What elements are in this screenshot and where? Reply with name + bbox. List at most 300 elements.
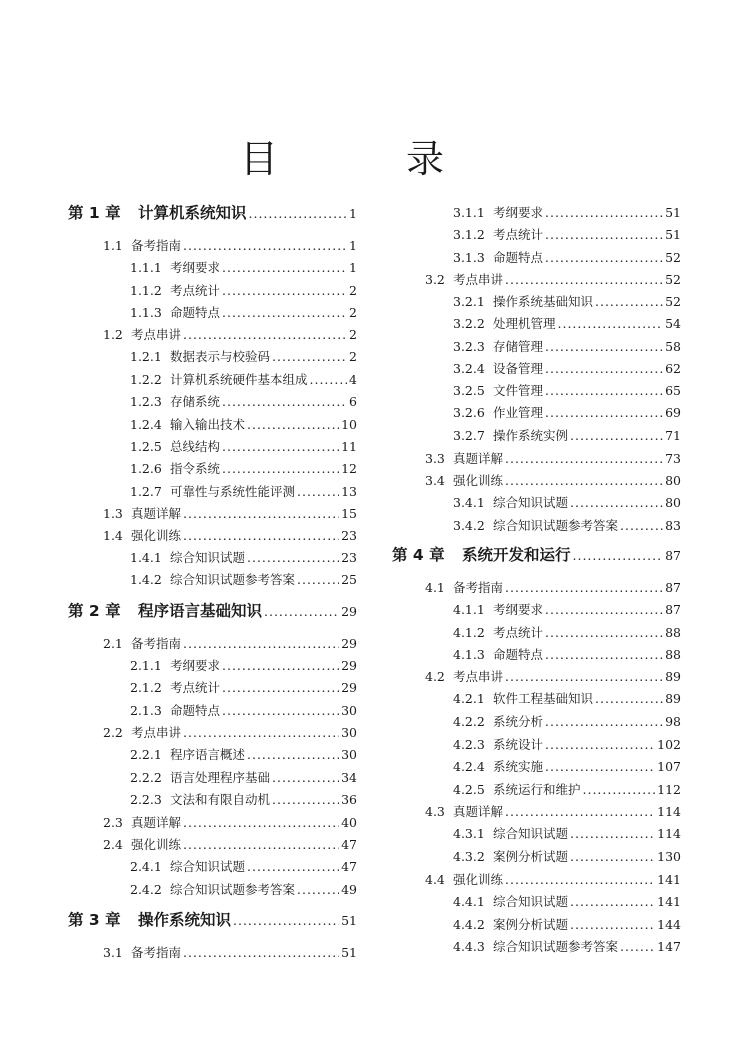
- toc-entry-number: 4.4: [425, 872, 445, 887]
- toc-subsection-entry: [130, 678, 357, 696]
- toc-leader-dots: [583, 782, 656, 797]
- toc-leader-dots: [249, 206, 348, 221]
- toc-leader-dots: [595, 691, 663, 706]
- toc-entry-number: 2.1.1: [130, 658, 162, 673]
- toc-leader-dots: [247, 747, 339, 762]
- toc-entry-title: 处理机管理: [493, 316, 556, 331]
- toc-subsection-entry: [453, 623, 681, 641]
- toc-entry-title: 软件工程基础知识: [493, 691, 594, 706]
- toc-entry-title: 真题详解: [131, 506, 182, 521]
- toc-page-number: 6: [349, 394, 357, 409]
- toc-section-entry: [103, 504, 357, 522]
- toc-subsection-entry: [130, 392, 357, 410]
- toc-subsection-entry: [453, 847, 681, 865]
- toc-subsection-entry: [130, 656, 357, 674]
- toc-page-number: 87: [665, 580, 681, 595]
- toc-leader-dots: [570, 826, 655, 841]
- toc-page-number: 2: [349, 349, 357, 364]
- toc-subsection-entry: [453, 225, 681, 243]
- toc-subsection-entry: [453, 292, 681, 310]
- toc-entry-title: 命题特点: [170, 703, 221, 718]
- toc-entry-number: 1.4.2: [130, 572, 162, 587]
- toc-leader-dots: [222, 283, 347, 298]
- toc-entry-number: 4.1: [425, 580, 445, 595]
- toc-entry-title: 总线结构: [170, 439, 221, 454]
- toc-entry-number: 1.2.7: [130, 484, 162, 499]
- toc-leader-dots: [545, 737, 655, 752]
- toc-leader-dots: [222, 439, 339, 454]
- toc-page-number: 88: [665, 647, 681, 662]
- toc-leader-dots: [570, 894, 655, 909]
- toc-page-number: 62: [665, 361, 681, 376]
- toc-leader-dots: [272, 349, 347, 364]
- toc-page-number: 73: [665, 451, 681, 466]
- toc-entry-number: 第 1 章: [68, 204, 121, 222]
- toc-page-number: 30: [341, 747, 357, 762]
- toc-entry-number: 3.1: [103, 945, 123, 960]
- toc-entry-number: 1.2.2: [130, 372, 162, 387]
- toc-entry-number: 3.2.4: [453, 361, 485, 376]
- toc-entry-number: 4.3.1: [453, 826, 485, 841]
- toc-entry-title: 作业管理: [493, 405, 544, 420]
- toc-section-entry: [425, 471, 681, 489]
- toc-entry-number: 1.2.3: [130, 394, 162, 409]
- toc-subsection-entry: [130, 857, 357, 875]
- toc-entry-title: 强化训练: [453, 473, 504, 488]
- toc-leader-dots: [505, 804, 655, 819]
- toc-entry-number: 3.2.7: [453, 428, 485, 443]
- toc-leader-dots: [183, 837, 339, 852]
- toc-page-number: 30: [341, 725, 357, 740]
- toc-leader-dots: [570, 917, 655, 932]
- toc-page-number: 4: [349, 372, 357, 387]
- toc-leader-dots: [505, 872, 655, 887]
- toc-section-entry: [103, 236, 357, 254]
- toc-page-number: 29: [341, 636, 357, 651]
- toc-entry-title: 综合知识试题参考答案: [493, 939, 619, 954]
- toc-entry-title: 强化训练: [453, 872, 504, 887]
- toc-subsection-entry: [130, 482, 357, 500]
- toc-entry-number: 1.2.6: [130, 461, 162, 476]
- toc-page-number: 47: [341, 859, 357, 874]
- toc-leader-dots: [505, 669, 663, 684]
- toc-page-number: 11: [341, 439, 357, 454]
- toc-leader-dots: [505, 272, 663, 287]
- toc-entry-title: 程序语言基础知识: [138, 602, 263, 620]
- toc-entry-title: 考点统计: [493, 227, 544, 242]
- toc-section-entry: [425, 870, 681, 888]
- toc-entry-number: 2.2.3: [130, 792, 162, 807]
- toc-entry-title: 备考指南: [453, 580, 504, 595]
- toc-entry-title: 真题详解: [453, 804, 504, 819]
- toc-subsection-entry: [453, 689, 681, 707]
- toc-subsection-entry: [453, 516, 681, 534]
- toc-subsection-entry: [453, 337, 681, 355]
- toc-entry-title: 输入输出技术: [170, 417, 246, 432]
- toc-page-number: 47: [341, 837, 357, 852]
- toc-leader-dots: [505, 451, 663, 466]
- toc-entry-title: 考点统计: [170, 680, 221, 695]
- toc-entry-title: 考点串讲: [453, 669, 504, 684]
- toc-entry-number: 1.1.3: [130, 305, 162, 320]
- toc-entry-title: 指令系统: [170, 461, 221, 476]
- toc-leader-dots: [264, 604, 339, 619]
- toc-entry-title: 备考指南: [131, 945, 182, 960]
- toc-subsection-entry: [453, 892, 681, 910]
- toc-page-number: 25: [341, 572, 357, 587]
- toc-entry-number: 4.2: [425, 669, 445, 684]
- toc-leader-dots: [222, 703, 339, 718]
- toc-entry-title: 综合知识试题参考答案: [493, 518, 619, 533]
- toc-entry-number: 1.4: [103, 528, 123, 543]
- toc-entry-number: 1.1.1: [130, 260, 162, 275]
- toc-subsection-entry: [453, 359, 681, 377]
- toc-entry-number: 4.4.2: [453, 917, 485, 932]
- toc-page-number: 2: [349, 305, 357, 320]
- toc-leader-dots: [233, 913, 339, 928]
- toc-entry-title: 系统实施: [493, 759, 544, 774]
- toc-entry-title: 命题特点: [493, 250, 544, 265]
- toc-subsection-entry: [453, 712, 681, 730]
- toc-page-number: 10: [341, 417, 357, 432]
- toc-page-number: 1: [349, 238, 357, 253]
- toc-entry-title: 可靠性与系统性能评测: [170, 484, 296, 499]
- toc-section-entry: [103, 943, 357, 961]
- toc-entry-title: 程序语言概述: [170, 747, 246, 762]
- toc-entry-title: 综合知识试题参考答案: [170, 572, 296, 587]
- toc-page-number: 23: [341, 528, 357, 543]
- toc-entry-number: 1.2: [103, 327, 123, 342]
- toc-page-number: 107: [657, 759, 681, 774]
- toc-page-number: 88: [665, 625, 681, 640]
- toc-leader-dots: [545, 361, 663, 376]
- toc-page-number: 13: [341, 484, 357, 499]
- toc-entry-title: 考纲要求: [170, 658, 221, 673]
- toc-entry-title: 备考指南: [131, 636, 182, 651]
- toc-leader-dots: [183, 506, 339, 521]
- toc-chapter-entry: [68, 599, 357, 621]
- toc-leader-dots: [573, 548, 664, 563]
- toc-section-entry: [103, 325, 357, 343]
- toc-page-number: 114: [657, 826, 681, 841]
- toc-entry-title: 考点串讲: [131, 725, 182, 740]
- toc-page-number: 29: [341, 680, 357, 695]
- toc-subsection-entry: [453, 937, 681, 955]
- toc-leader-dots: [222, 461, 339, 476]
- toc-entry-number: 3.2.6: [453, 405, 485, 420]
- toc-page-number: 12: [341, 461, 357, 476]
- toc-subsection-entry: [130, 790, 357, 808]
- toc-entry-title: 计算机系统硬件基本组成: [170, 372, 308, 387]
- toc-entry-title: 存储管理: [493, 339, 544, 354]
- toc-page-number: 114: [657, 804, 681, 819]
- toc-entry-number: 3.3: [425, 451, 445, 466]
- toc-leader-dots: [558, 316, 664, 331]
- toc-entry-number: 3.1.1: [453, 205, 485, 220]
- toc-entry-number: 4.1.1: [453, 602, 485, 617]
- toc-entry-title: 综合知识试题: [493, 894, 569, 909]
- toc-section-entry: [103, 723, 357, 741]
- toc-entry-number: 4.4.1: [453, 894, 485, 909]
- toc-entry-number: 1.2.1: [130, 349, 162, 364]
- toc-entry-number: 1.1.2: [130, 283, 162, 298]
- toc-page-number: 144: [657, 917, 681, 932]
- toc-page-number: 51: [341, 945, 357, 960]
- toc-entry-title: 综合知识试题: [170, 550, 246, 565]
- toc-leader-dots: [297, 484, 339, 499]
- toc-page-number: 29: [341, 604, 357, 619]
- toc-subsection-entry: [453, 426, 681, 444]
- toc-entry-number: 4.1.3: [453, 647, 485, 662]
- toc-subsection-entry: [453, 757, 681, 775]
- toc-section-entry: [103, 835, 357, 853]
- toc-entry-title: 命题特点: [493, 647, 544, 662]
- toc-leader-dots: [545, 625, 663, 640]
- toc-entry-number: 4.2.3: [453, 737, 485, 752]
- toc-entry-number: 2.1.3: [130, 703, 162, 718]
- toc-subsection-entry: [130, 258, 357, 276]
- toc-entry-number: 4.3.2: [453, 849, 485, 864]
- toc-section-entry: [103, 813, 357, 831]
- toc-subsection-entry: [130, 570, 357, 588]
- toc-entry-title: 操作系统基础知识: [493, 294, 594, 309]
- toc-subsection-entry: [130, 701, 357, 719]
- toc-entry-title: 考点串讲: [453, 272, 504, 287]
- toc-leader-dots: [570, 495, 663, 510]
- toc-leader-dots: [272, 770, 339, 785]
- toc-leader-dots: [570, 849, 655, 864]
- toc-entry-title: 综合知识试题: [170, 859, 246, 874]
- toc-entry-title: 考纲要求: [493, 205, 544, 220]
- toc-leader-dots: [545, 759, 655, 774]
- toc-entry-title: 计算机系统知识: [138, 204, 247, 222]
- toc-entry-title: 命题特点: [170, 305, 221, 320]
- toc-entry-number: 2.1: [103, 636, 123, 651]
- toc-page-number: 30: [341, 703, 357, 718]
- toc-page-number: 58: [665, 339, 681, 354]
- toc-page-number: 34: [341, 770, 357, 785]
- toc-entry-title: 真题详解: [131, 815, 182, 830]
- toc-entry-number: 4.3: [425, 804, 445, 819]
- toc-section-entry: [425, 270, 681, 288]
- toc-leader-dots: [545, 714, 663, 729]
- toc-entry-number: 2.1.2: [130, 680, 162, 695]
- toc-subsection-entry: [130, 347, 357, 365]
- toc-leader-dots: [545, 383, 663, 398]
- toc-page-number: 141: [657, 894, 681, 909]
- toc-page-number: 52: [665, 250, 681, 265]
- toc-leader-dots: [297, 572, 339, 587]
- toc-page-number: 147: [657, 939, 681, 954]
- toc-entry-title: 案例分析试题: [493, 849, 569, 864]
- toc-leader-dots: [545, 405, 663, 420]
- toc-subsection-entry: [130, 437, 357, 455]
- toc-entry-title: 综合知识试题: [493, 495, 569, 510]
- toc-entry-number: 1.4.1: [130, 550, 162, 565]
- toc-entry-number: 3.4: [425, 473, 445, 488]
- toc-subsection-entry: [453, 600, 681, 618]
- toc-leader-dots: [620, 939, 655, 954]
- toc-page-number: 80: [665, 473, 681, 488]
- toc-entry-number: 第 3 章: [68, 911, 121, 929]
- toc-section-entry: [425, 667, 681, 685]
- toc-subsection-entry: [130, 370, 357, 388]
- toc-subsection-entry: [130, 745, 357, 763]
- toc-leader-dots: [183, 238, 347, 253]
- toc-page-number: 112: [657, 782, 681, 797]
- toc-subsection-entry: [453, 248, 681, 266]
- toc-leader-dots: [183, 815, 339, 830]
- toc-chapter-entry: [392, 543, 681, 565]
- toc-entry-title: 系统分析: [493, 714, 544, 729]
- toc-chapter-entry: [68, 201, 357, 223]
- toc-leader-dots: [222, 680, 339, 695]
- toc-page-number: 51: [341, 913, 357, 928]
- toc-entry-number: 2.3: [103, 815, 123, 830]
- toc-entry-number: 3.1.2: [453, 227, 485, 242]
- toc-page-number: 141: [657, 872, 681, 887]
- toc-leader-dots: [620, 518, 663, 533]
- toc-entry-number: 2.2.2: [130, 770, 162, 785]
- toc-subsection-entry: [130, 768, 357, 786]
- toc-entry-title: 强化训练: [131, 528, 182, 543]
- toc-leader-dots: [222, 260, 347, 275]
- toc-entry-title: 真题详解: [453, 451, 504, 466]
- toc-entry-number: 2.4.2: [130, 882, 162, 897]
- toc-page-number: 51: [665, 205, 681, 220]
- toc-page-number: 49: [341, 882, 357, 897]
- toc-page-number: 89: [665, 691, 681, 706]
- toc-page-number: 52: [665, 294, 681, 309]
- toc-entry-number: 3.2: [425, 272, 445, 287]
- toc-page-number: 2: [349, 283, 357, 298]
- toc-chapter-entry: [68, 908, 357, 930]
- toc-leader-dots: [183, 636, 339, 651]
- toc-leader-dots: [545, 205, 663, 220]
- toc-entry-number: 3.1.3: [453, 250, 485, 265]
- toc-subsection-entry: [453, 735, 681, 753]
- toc-leader-dots: [183, 528, 339, 543]
- toc-leader-dots: [545, 227, 663, 242]
- toc-page-number: 130: [657, 849, 681, 864]
- toc-entry-number: 2.2: [103, 725, 123, 740]
- toc-leader-dots: [505, 580, 663, 595]
- toc-entry-number: 3.2.5: [453, 383, 485, 398]
- toc-leader-dots: [222, 305, 347, 320]
- toc-section-entry: [425, 578, 681, 596]
- toc-entry-title: 考点串讲: [131, 327, 182, 342]
- toc-leader-dots: [222, 394, 347, 409]
- toc-leader-dots: [247, 550, 339, 565]
- toc-entry-title: 综合知识试题参考答案: [170, 882, 296, 897]
- toc-entry-number: 2.4.1: [130, 859, 162, 874]
- toc-leader-dots: [545, 250, 663, 265]
- toc-page-number: 40: [341, 815, 357, 830]
- toc-subsection-entry: [453, 493, 681, 511]
- toc-page-number: 69: [665, 405, 681, 420]
- toc-subsection-entry: [130, 303, 357, 321]
- toc-leader-dots: [545, 339, 663, 354]
- toc-entry-number: 3.2.3: [453, 339, 485, 354]
- toc-page-number: 15: [341, 506, 357, 521]
- toc-entry-title: 文件管理: [493, 383, 544, 398]
- toc-entry-number: 3.4.2: [453, 518, 485, 533]
- toc-subsection-entry: [453, 915, 681, 933]
- toc-entry-title: 设备管理: [493, 361, 544, 376]
- toc-entry-title: 存储系统: [170, 394, 221, 409]
- toc-subsection-entry: [130, 281, 357, 299]
- toc-leader-dots: [297, 882, 339, 897]
- toc-leader-dots: [183, 725, 339, 740]
- toc-entry-title: 考纲要求: [170, 260, 221, 275]
- toc-section-entry: [425, 802, 681, 820]
- toc-entry-number: 1.2.5: [130, 439, 162, 454]
- toc-page-number: 102: [657, 737, 681, 752]
- toc-entry-number: 4.4.3: [453, 939, 485, 954]
- toc-entry-number: 4.2.1: [453, 691, 485, 706]
- toc-entry-title: 数据表示与校验码: [170, 349, 271, 364]
- toc-leader-dots: [595, 294, 663, 309]
- toc-section-entry: [425, 449, 681, 467]
- toc-entry-number: 3.2.1: [453, 294, 485, 309]
- toc-entry-title: 操作系统知识: [138, 911, 232, 929]
- toc-page-number: 83: [665, 518, 681, 533]
- toc-subsection-entry: [453, 203, 681, 221]
- page-title: 目 录: [239, 137, 503, 181]
- toc-page-number: 1: [349, 260, 357, 275]
- toc-entry-title: 语言处理程序基础: [170, 770, 271, 785]
- toc-leader-dots: [247, 859, 339, 874]
- toc-page-number: 2: [349, 327, 357, 342]
- toc-leader-dots: [310, 372, 348, 387]
- toc-entry-number: 1.3: [103, 506, 123, 521]
- toc-leader-dots: [247, 417, 339, 432]
- toc-entry-number: 第 2 章: [68, 602, 121, 620]
- toc-page-number: 65: [665, 383, 681, 398]
- toc-page-number: 71: [665, 428, 681, 443]
- toc-page-number: 36: [341, 792, 357, 807]
- toc-leader-dots: [570, 428, 663, 443]
- toc-subsection-entry: [453, 403, 681, 421]
- toc-entry-number: 1.1: [103, 238, 123, 253]
- toc-section-entry: [103, 526, 357, 544]
- toc-leader-dots: [183, 945, 339, 960]
- toc-leader-dots: [505, 473, 663, 488]
- toc-entry-title: 系统设计: [493, 737, 544, 752]
- toc-subsection-entry: [130, 548, 357, 566]
- toc-page-number: 52: [665, 272, 681, 287]
- toc-entry-title: 案例分析试题: [493, 917, 569, 932]
- toc-subsection-entry: [453, 780, 681, 798]
- toc-page-number: 80: [665, 495, 681, 510]
- toc-entry-number: 3.2.2: [453, 316, 485, 331]
- toc-page-number: 98: [665, 714, 681, 729]
- toc-entry-number: 4.2.4: [453, 759, 485, 774]
- toc-entry-title: 考纲要求: [493, 602, 544, 617]
- toc-entry-number: 2.4: [103, 837, 123, 852]
- toc-leader-dots: [545, 647, 663, 662]
- toc-entry-title: 强化训练: [131, 837, 182, 852]
- toc-entry-title: 系统开发和运行: [462, 546, 571, 564]
- toc-entry-title: 文法和有限自动机: [170, 792, 271, 807]
- toc-entry-title: 考点统计: [170, 283, 221, 298]
- toc-page-number: 87: [665, 548, 681, 563]
- toc-subsection-entry: [453, 381, 681, 399]
- toc-entry-number: 第 4 章: [392, 546, 445, 564]
- toc-entry-title: 备考指南: [131, 238, 182, 253]
- toc-subsection-entry: [130, 459, 357, 477]
- toc-leader-dots: [272, 792, 339, 807]
